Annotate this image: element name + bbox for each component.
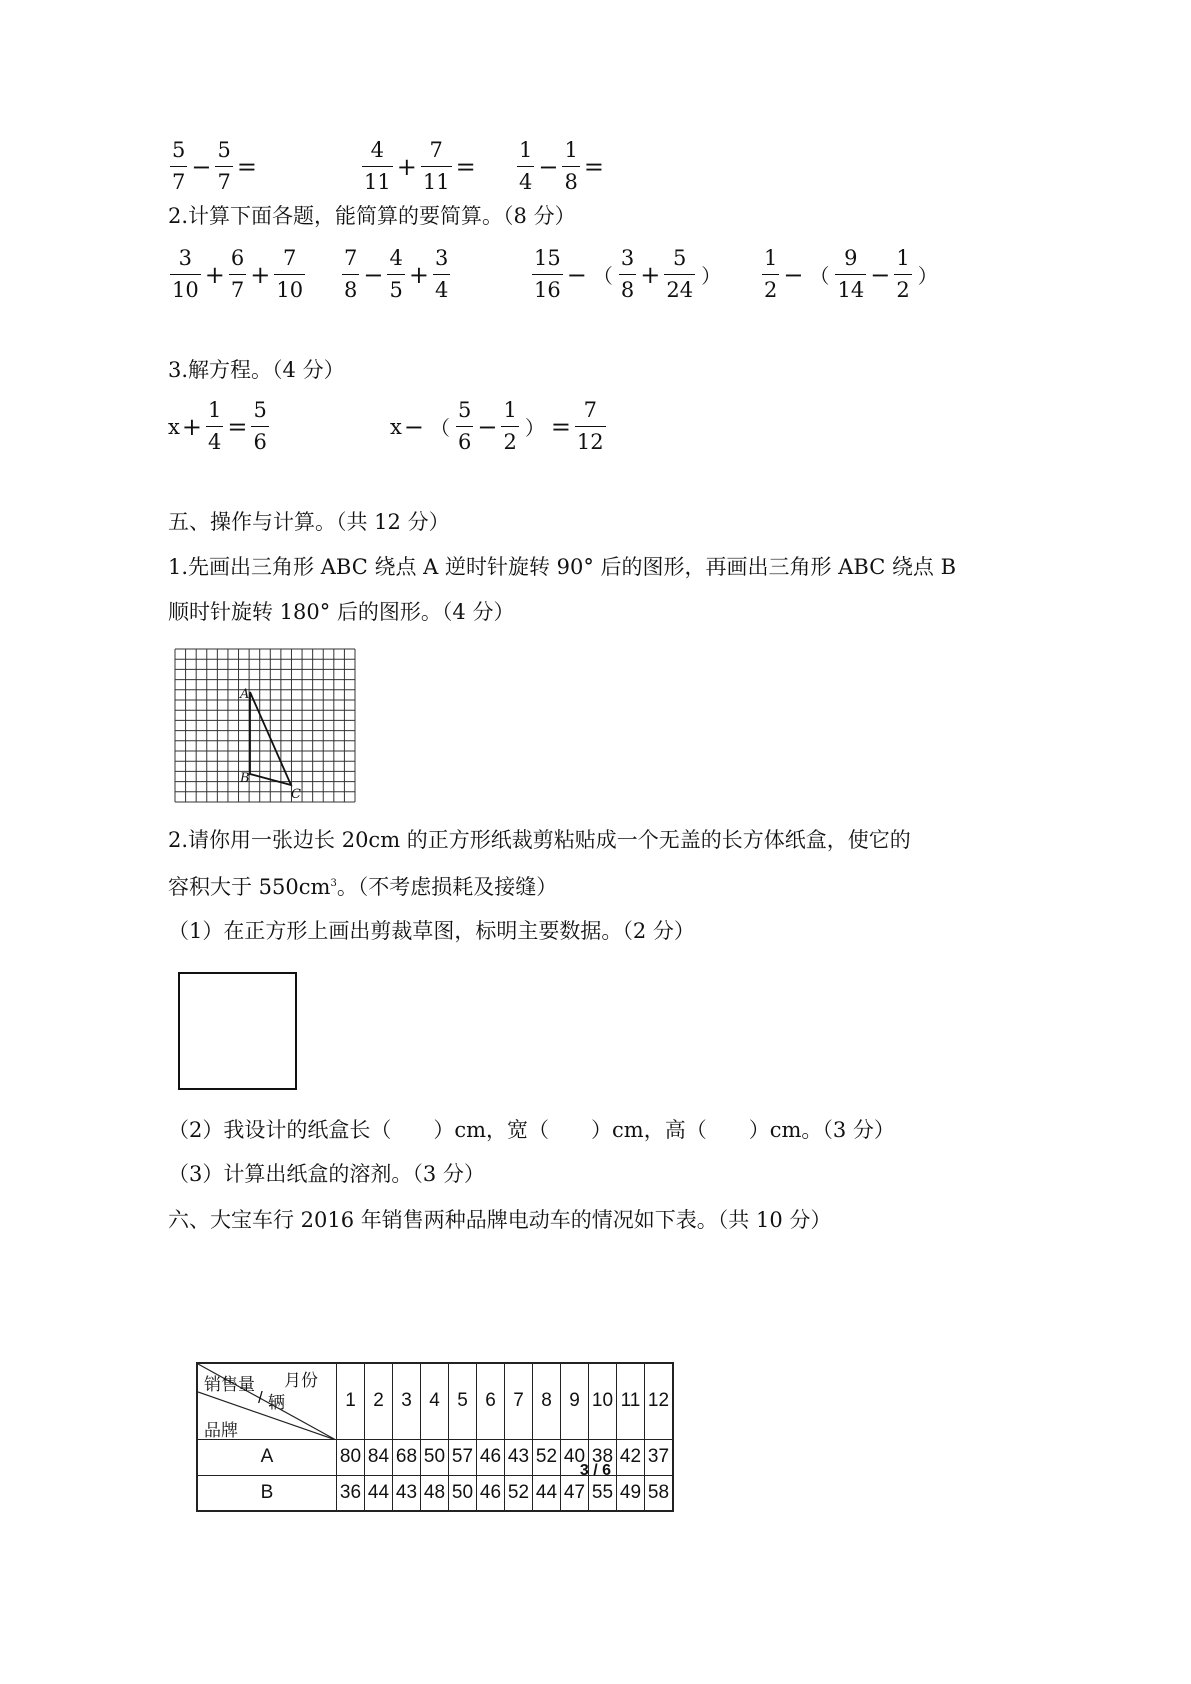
corner-unit-label: 辆 xyxy=(268,1393,285,1412)
s5-q2-line2: 容积大于 $550cm^3$。（不考虑损耗及接缝） xyxy=(168,875,558,899)
fraction: $\frac{4}{11}$ xyxy=(364,138,391,194)
month-header: 3 xyxy=(393,1363,421,1439)
square-paper xyxy=(178,972,297,1090)
fraction: $\frac{5}{7}$ xyxy=(172,138,186,194)
month-header: 12 xyxy=(645,1363,674,1439)
value-cell: 50 xyxy=(421,1439,449,1475)
month-header: 2 xyxy=(365,1363,393,1439)
value-cell: 46 xyxy=(477,1475,505,1511)
value-cell: 80 xyxy=(337,1439,365,1475)
fraction: $\frac{7}{11}$ xyxy=(422,138,450,194)
value-cell: 40 xyxy=(561,1439,589,1475)
corner-brand-label: 品牌 xyxy=(204,1421,238,1440)
value-cell: 38 xyxy=(589,1439,617,1475)
s5-q2-line1: 2.请你用一张边长 20cm 的正方形纸裁剪粘贴成一个无盖的长方体纸盒，使它的 xyxy=(168,828,911,852)
brand-cell: B xyxy=(197,1475,337,1511)
table-header-row xyxy=(197,1363,673,1439)
table-row xyxy=(197,1475,673,1511)
value-cell: 68 xyxy=(393,1439,421,1475)
s5-q2-part3: （3）计算出纸盒的溶剂。（3 分） xyxy=(168,1162,485,1186)
month-header: 10 xyxy=(589,1363,617,1439)
q2-expr-2: $\frac{7}{8}$ − $\frac{4}{5}$ + $\frac{3}{4}$ xyxy=(344,246,449,302)
brand-cell: A xyxy=(197,1439,337,1475)
sales-table xyxy=(196,1362,674,1512)
table-corner-cell xyxy=(197,1363,337,1439)
value-cell: 47 xyxy=(561,1475,589,1511)
fraction: $\frac{1}{8}$ xyxy=(564,138,578,194)
fraction: $\frac{1}{4}$ xyxy=(519,138,533,194)
page-number: 3 / 6 xyxy=(579,1462,612,1479)
value-cell: 84 xyxy=(365,1439,393,1475)
value-cell: 42 xyxy=(617,1439,645,1475)
value-cell: 43 xyxy=(505,1439,533,1475)
s5-q1-line2: 顺时针旋转 180° 后的图形。（4 分） xyxy=(168,600,515,624)
expr-row1-3: $\frac{1}{4}$ − $\frac{1}{8}$ = xyxy=(519,138,604,194)
q2-expr-3: $\frac{15}{16}$ − （ $\frac{3}{8}$ + $\frac{5}{24}$ ） xyxy=(534,246,722,302)
month-header: 8 xyxy=(533,1363,561,1439)
s5-q2-part2: （2）我设计的纸盒长（ ）cm，宽（ ）cm，高（ ）cm。（3 分） xyxy=(168,1118,895,1142)
month-header: 4 xyxy=(421,1363,449,1439)
month-header: 1 xyxy=(337,1363,365,1439)
value-cell: 46 xyxy=(477,1439,505,1475)
value-cell: 43 xyxy=(393,1475,421,1511)
value-cell: 55 xyxy=(589,1475,617,1511)
vertex-label-c: C xyxy=(291,787,301,802)
vertex-label-a: A xyxy=(240,687,250,702)
vertex-label-b: B xyxy=(240,771,250,786)
value-cell: 52 xyxy=(505,1475,533,1511)
q3-equation-1: x + $\frac{1}{4}$ = $\frac{5}{6}$ xyxy=(168,398,267,454)
q3-title: 3.解方程。（4 分） xyxy=(168,358,345,382)
corner-sales-label: 销售量 xyxy=(204,1375,255,1394)
value-cell: 44 xyxy=(533,1475,561,1511)
month-header: 9 xyxy=(561,1363,589,1439)
value-cell: 58 xyxy=(645,1475,674,1511)
value-cell: 49 xyxy=(617,1475,645,1511)
month-header: 11 xyxy=(617,1363,645,1439)
q2-expr-4: $\frac{1}{2}$ − （ $\frac{9}{14}$ − $\frac{1}{2}$ ） xyxy=(764,246,938,302)
s5-q2-part1: （1）在正方形上画出剪裁草图，标明主要数据。（2 分） xyxy=(168,919,695,943)
month-header: 5 xyxy=(449,1363,477,1439)
value-cell: 37 xyxy=(645,1439,674,1475)
section-6-title: 六、大宝车行 2016 年销售两种品牌电动车的情况如下表。（共 10 分） xyxy=(168,1208,832,1232)
q3-equation-2: x − （ $\frac{5}{6}$ − $\frac{1}{2}$ ） = $\frac{7}{12}$ xyxy=(390,398,604,454)
s5-q1-line1: 1.先画出三角形 ABC 绕点 A 逆时针旋转 90° 后的图形，再画出三角形 ABC 绕点 B xyxy=(168,555,957,579)
q2-title: 2.计算下面各题，能简算的要简算。（8 分） xyxy=(168,204,576,228)
month-header: 7 xyxy=(505,1363,533,1439)
value-cell: 36 xyxy=(337,1475,365,1511)
value-cell: 52 xyxy=(533,1439,561,1475)
q2-expr-1: $\frac{3}{10}$ + $\frac{6}{7}$ + $\frac{7}{10}$ xyxy=(172,246,304,302)
expr-row1-2: $\frac{4}{11}$ + $\frac{7}{11}$ = xyxy=(364,138,476,194)
expr-row1-1: $\frac{5}{7}$ − $\frac{5}{7}$ = xyxy=(172,138,257,194)
fraction: $\frac{5}{7}$ xyxy=(217,138,231,194)
corner-slash: / xyxy=(258,1388,263,1407)
value-cell: 44 xyxy=(365,1475,393,1511)
value-cell: 57 xyxy=(449,1439,477,1475)
corner-month-label: 月份 xyxy=(284,1371,318,1390)
value-cell: 50 xyxy=(449,1475,477,1511)
rotation-grid xyxy=(174,648,356,803)
value-cell: 48 xyxy=(421,1475,449,1511)
month-header: 6 xyxy=(477,1363,505,1439)
section-5-title: 五、操作与计算。（共 12 分） xyxy=(168,510,450,534)
